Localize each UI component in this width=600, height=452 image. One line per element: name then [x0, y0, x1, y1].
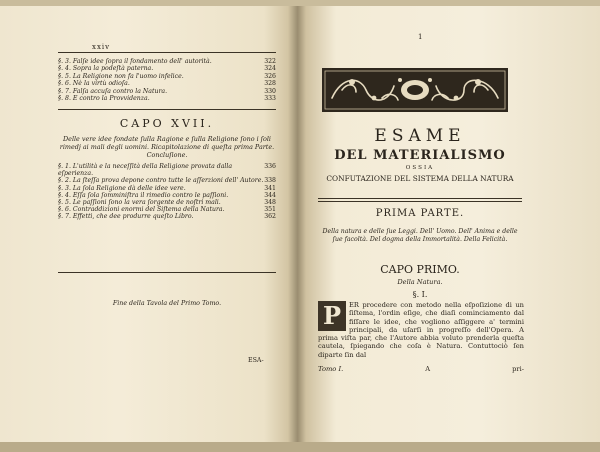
footer-signature: A — [425, 365, 431, 373]
toc-entry-page: 344 — [264, 191, 276, 199]
toc-entry-label: §. 2. La ſteſſa prova depone contro tutte le aſſerzioni dell' Autore. — [58, 177, 264, 185]
toc-entry-label: §. 5. La Religione non fa l'uomo infelice. — [58, 72, 184, 80]
toc-entry-label: §. 4. Eſſa ſola ſomminiſtra il rimedio contro le paſſioni. — [58, 191, 229, 199]
capo-xvii-heading: CAPO XVII. — [119, 117, 215, 130]
toc-entry-page: 328 — [264, 80, 276, 88]
page-footer — [318, 365, 524, 373]
toc-end-rule — [58, 109, 276, 110]
toc-entry — [58, 73, 276, 80]
section-number: §. I. — [412, 290, 428, 299]
toc-entry-label: §. 8. E contro la Provvidenza. — [58, 95, 150, 103]
toc-list-bottom — [58, 163, 276, 221]
chapter-title: CAPO PRIMO. — [380, 263, 460, 276]
title-third: CONFUTAZIONE DEL SISTEMA DELLA NATURA — [326, 174, 514, 183]
header-rule — [58, 52, 276, 53]
toc-entry — [58, 80, 276, 87]
toc-entry — [58, 163, 276, 177]
toc-entry-label: §. 6. Contraddizioni enormi del Siſtema della Natura. — [58, 206, 225, 214]
toc-entry-page: 351 — [264, 206, 276, 214]
toc-entry-page: 324 — [264, 65, 276, 73]
toc-entry — [58, 88, 276, 95]
part-subtitle: Della natura e delle ſue Leggi. Dell' Uomo. Dell' Anima e delle ſue facoltà. Del dogma della Immortalità. Della Felicità. — [322, 228, 518, 243]
title-rule-2 — [318, 201, 522, 202]
toc-entry-page: 326 — [264, 72, 276, 80]
toc-entry-page: 333 — [264, 95, 276, 103]
toc-entry-page: 341 — [264, 184, 276, 192]
toc-entry — [58, 213, 276, 220]
toc2-end-rule — [58, 272, 276, 273]
capo-xvii-description: Delle vere idee fondate ſulla Ragione e ſulla Religione ſono i ſoli rimedj ai mali degli uomini. Ricapitolazione di queſta prima Parte. Concluſione. — [59, 135, 275, 160]
toc-entry-label: §. 4. Sopra la podeſtà paterna. — [58, 65, 154, 73]
floral-ornament-icon — [322, 68, 508, 112]
toc-entry-label: §. 7. Effetti, che dee produrre queſto Libro. — [58, 213, 194, 221]
body-text — [318, 301, 524, 359]
toc-list-top — [58, 58, 276, 102]
title-main: ESAME — [374, 126, 466, 146]
toc-entry-label: §. 7. Falſa accuſa contro la Natura. — [58, 87, 168, 95]
toc-entry-label: §. 6. Nè la virtù odioſa. — [58, 80, 130, 88]
toc-entry-label: §. 5. Le paſſioni ſono la vera ſorgente de noſtri mali. — [58, 199, 221, 207]
toc-entry — [58, 58, 276, 65]
footer-catchword: pri- — [512, 365, 524, 373]
part-title: PRIMA PARTE. — [375, 208, 465, 219]
end-note: Fine della Tavola del Primo Tomo. — [112, 300, 222, 307]
catchword: ESA- — [248, 357, 264, 364]
toc-entry — [58, 206, 276, 213]
drop-cap-letter: P — [318, 301, 346, 331]
toc-entry-page: 362 — [264, 213, 276, 221]
toc-entry — [58, 65, 276, 72]
toc-entry-label: §. 3. La ſola Religione dà delle idee vere. — [58, 184, 186, 192]
toc-entry-label: §. 3. Falſe idee ſopra il fondamento dell' autorità. — [58, 58, 212, 65]
left-header-label: xxiv — [92, 43, 111, 51]
toc-entry-page: 322 — [264, 58, 276, 65]
toc-entry — [58, 192, 276, 199]
title-subtitle: DEL MATERIALISMO — [334, 148, 506, 163]
title-rule — [318, 198, 522, 199]
toc-entry — [58, 199, 276, 206]
toc-entry-page: 336 — [264, 163, 276, 170]
title-ossia: OSSIA — [405, 165, 435, 171]
toc-entry-page: 348 — [264, 199, 276, 207]
chapter-subtitle: Della Natura. — [397, 278, 443, 286]
toc-entry-label: §. 1. L'utilità e la neceſſità della Religione provata dalla eſperienza. — [58, 163, 233, 178]
toc-entry — [58, 95, 276, 102]
toc-entry — [58, 185, 276, 192]
footer-volume: Tomo I. — [318, 365, 344, 373]
toc-entry — [58, 177, 276, 184]
toc-entry-page: 338 — [264, 177, 276, 185]
left-page — [58, 0, 276, 452]
body-paragraph: ER procedere con metodo nella eſpoſizione di un ſiſtema, l'ordin eſige, che diaſi cominciamento dal fiſſare le idee, che vogliono aſſiggere a' termini principali, da uſarſi in progreſſo dell'Opera. A prima viſta par, che l'Autore abbia voluto prenderla queſta cautela, ſpiegando che coſa è Natura. Contuttociò ſen diparte ſin dal — [318, 301, 524, 359]
page-number: 1 — [418, 33, 423, 41]
toc-entry-page: 330 — [264, 87, 276, 95]
